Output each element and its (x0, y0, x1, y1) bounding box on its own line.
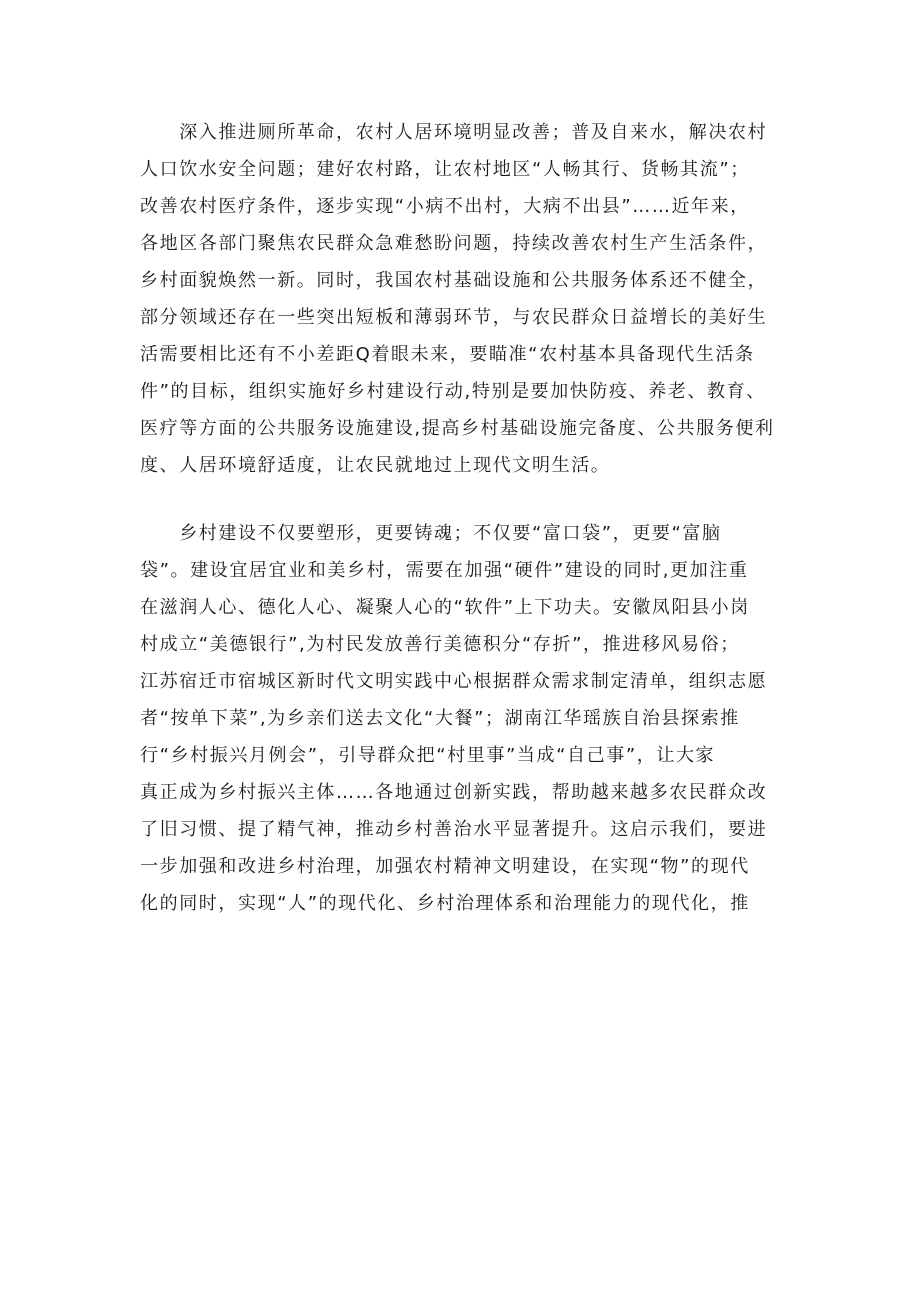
text-line: 袋”。建设宜居宜业和美乡村，需要在加强“硬件”建设的同时,更加注重 (140, 560, 749, 581)
paragraph-rural-governance (140, 515, 795, 922)
text-line: 各地区各部门聚焦农民群众急难愁盼问题，持续改善农村生产生活条件， (140, 233, 768, 254)
text-line: 江苏宿迁市宿城区新时代文明实践中心根据群众需求制定清单，组织志愿 (140, 671, 768, 692)
text-line: 了旧习惯、提了精气神，推动乡村善治水平显著提升。这启示我们，要进 (140, 819, 768, 840)
text-line: 村成立“美德银行”,为村民发放善行美德积分“存折”，推进移风易俗； (140, 634, 740, 655)
document-body (140, 114, 795, 922)
text-line: 乡村面貌焕然一新。同时，我国农村基础设施和公共服务体系还不健全， (140, 270, 768, 291)
text-line: 部分领域还存在一些突出短板和薄弱环节，与农民群众日益增长的美好生 (140, 307, 768, 328)
text-line: 行“乡村振兴月例会”，引导群众把“村里事”当成“自己事”，让大家 (140, 745, 716, 766)
text-line: 活需要相比还有不小差距Q着眼未来，要瞄准“农村基本具备现代生活条 (140, 344, 755, 365)
text-line: 件”的目标，组织实施好乡村建设行动,特别是要加快防疫、养老、教育、 (140, 381, 766, 402)
text-line: 一步加强和改进乡村治理，加强农村精神文明建设，在实现“物”的现代 (140, 856, 750, 877)
text-line: 改善农村医疗条件，逐步实现“小病不出村，大病不出县”……近年来， (140, 196, 750, 217)
paragraph-rural-infrastructure (140, 114, 795, 484)
text-line: 乡村建设不仅要塑形，更要铸魂；不仅要“富口袋”，更要“富脑 (140, 523, 722, 544)
text-line: 度、人居环境舒适度，让农民就地过上现代文明生活。 (140, 455, 611, 476)
text-line: 者“按单下菜”,为乡亲们送去文化“大餐”；湖南江华瑶族自治县探索推 (140, 708, 740, 729)
text-line: 在滋润人心、德化人心、凝聚人心的“软件”上下功夫。安徽凤阳县小岗 (140, 597, 750, 618)
text-line: 真正成为乡村振兴主体……各地通过创新实践，帮助越来越多农民群众改 (140, 782, 768, 803)
text-line: 化的同时，实现“人”的现代化、乡村治理体系和治理能力的现代化，推 (140, 893, 750, 914)
text-line: 医疗等方面的公共服务设施建设,提高乡村基础设施完备度、公共服务便利 (140, 418, 775, 439)
text-line: 人口饮水安全问题；建好农村路，让农村地区“人畅其行、货畅其流”； (140, 159, 750, 180)
text-line: 深入推进厕所革命，农村人居环境明显改善；普及自来水，解决农村 (140, 122, 768, 143)
